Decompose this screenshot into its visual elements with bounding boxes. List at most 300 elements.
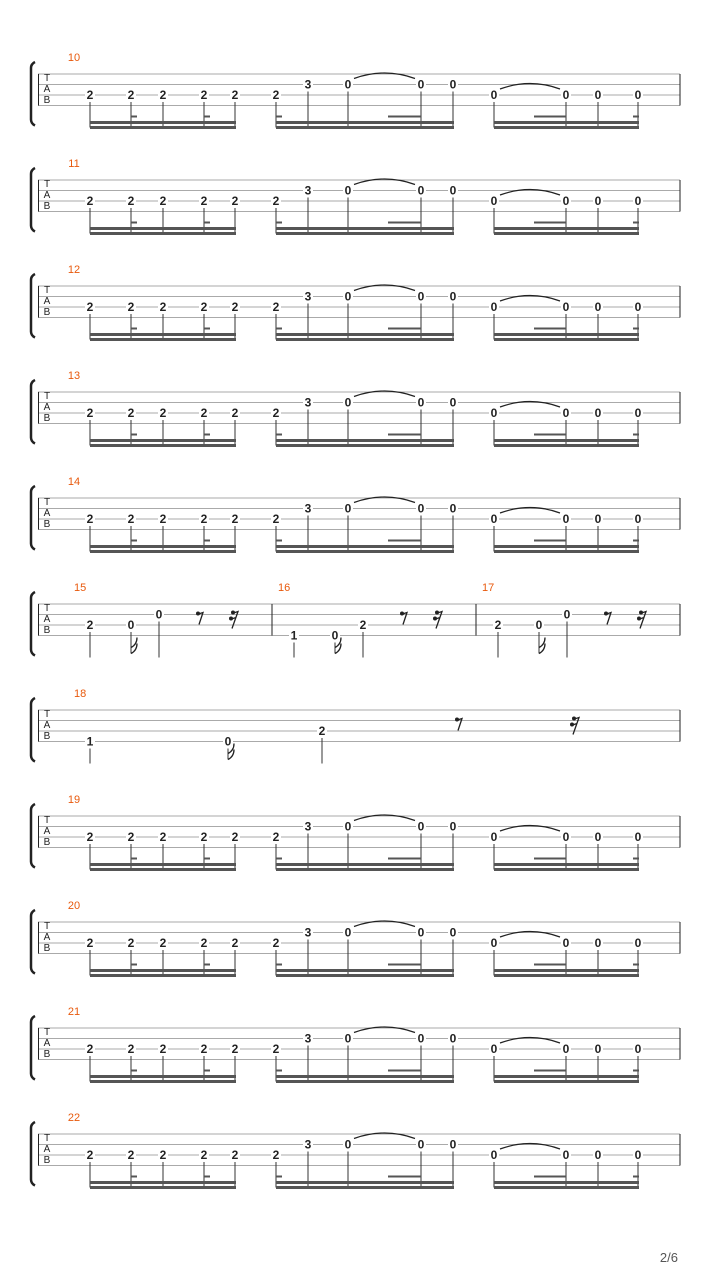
fret-number: 2 <box>231 88 239 102</box>
beam <box>494 338 639 341</box>
partial-beam <box>633 964 639 966</box>
fret-number: 2 <box>127 194 135 208</box>
fret-number: 2 <box>359 618 367 632</box>
beam <box>131 1075 236 1078</box>
fret-number: 2 <box>86 830 94 844</box>
beam <box>276 545 454 548</box>
partial-beam <box>204 964 210 966</box>
staff-system <box>31 688 680 764</box>
fret-number: 2 <box>272 512 280 526</box>
eighth-rest <box>400 612 407 625</box>
note-flag <box>131 638 137 654</box>
tab-clef-letter: T <box>43 603 51 614</box>
beam <box>276 550 454 553</box>
system-bracket <box>31 1122 35 1186</box>
partial-beam <box>204 116 210 118</box>
fret-number: 0 <box>417 1137 425 1152</box>
sixteenth-rest <box>433 611 442 629</box>
system-bracket <box>31 804 35 868</box>
fret-number: 2 <box>272 194 280 208</box>
fret-number: 2 <box>231 936 239 950</box>
fret-number: 0 <box>594 300 602 314</box>
beam <box>276 863 454 866</box>
partial-beam <box>633 328 639 330</box>
fret-number: 2 <box>200 830 208 844</box>
system-bracket <box>31 62 35 126</box>
partial-beam <box>388 540 421 542</box>
beam <box>131 121 236 124</box>
fret-number: 0 <box>344 1031 352 1046</box>
fret-number: 0 <box>594 194 602 208</box>
fret-number: 0 <box>417 77 425 92</box>
beam <box>276 444 454 447</box>
fret-number: 0 <box>490 1148 498 1162</box>
staff-system <box>31 1006 680 1083</box>
fret-number: 2 <box>272 1148 280 1162</box>
fret-number: 0 <box>344 183 352 198</box>
fret-number: 3 <box>304 1137 312 1152</box>
beam <box>276 969 454 972</box>
beam <box>494 126 639 129</box>
beam <box>494 1186 639 1189</box>
tab-clef-letter: A <box>43 720 51 731</box>
partial-beam <box>633 540 639 542</box>
tab-clef-letter: T <box>43 179 51 190</box>
fret-number: 2 <box>86 936 94 950</box>
staff-system <box>31 476 680 553</box>
system-bracket <box>31 168 35 232</box>
partial-beam <box>534 964 566 966</box>
fret-number: 0 <box>562 1148 570 1162</box>
beam <box>131 333 236 336</box>
tab-clef-letter: B <box>43 1155 51 1166</box>
measure-number: 18 <box>74 688 87 700</box>
measure-number: 19 <box>67 794 81 806</box>
fret-number: 0 <box>490 300 498 314</box>
fret-number: 2 <box>272 936 280 950</box>
fret-number: 0 <box>490 512 498 526</box>
measure-number: 14 <box>67 476 81 488</box>
beam <box>276 121 454 124</box>
fret-number: 3 <box>304 395 312 410</box>
beam <box>494 1181 639 1184</box>
system-bracket <box>31 380 35 444</box>
tab-clef-letter: T <box>43 709 51 720</box>
beam <box>494 545 639 548</box>
beam <box>90 969 132 972</box>
sixteenth-rest <box>570 717 579 735</box>
measure-number: 11 <box>68 158 80 170</box>
fret-number: 0 <box>490 194 498 208</box>
fret-number: 0 <box>562 194 570 208</box>
partial-beam <box>131 328 137 330</box>
tab-clef-letter: B <box>43 1049 51 1060</box>
fret-number: 2 <box>127 936 135 950</box>
system-bracket <box>31 1016 35 1080</box>
partial-beam <box>633 1070 639 1072</box>
fret-number: 0 <box>594 936 602 950</box>
fret-number: 2 <box>127 406 135 420</box>
fret-number: 2 <box>127 88 135 102</box>
tab-clef-letter: A <box>43 1038 51 1049</box>
tab-clef-letter: B <box>43 731 51 742</box>
partial-beam <box>388 964 421 966</box>
partial-beam <box>276 222 282 224</box>
fret-number: 0 <box>490 88 498 102</box>
beam <box>494 439 639 442</box>
partial-beam <box>204 858 210 860</box>
fret-number: 2 <box>272 830 280 844</box>
fret-number: 0 <box>224 734 232 749</box>
beam <box>276 338 454 341</box>
tab-clef-letter: T <box>43 285 51 296</box>
beam <box>494 974 639 977</box>
tab-clef-letter: A <box>43 826 51 837</box>
tab-clef-letter: B <box>43 519 51 530</box>
fret-number: 0 <box>562 1042 570 1056</box>
tab-clef-letter: A <box>43 508 51 519</box>
beam <box>90 974 236 977</box>
beam <box>276 126 454 129</box>
partial-beam <box>534 1176 566 1178</box>
fret-number: 0 <box>344 925 352 940</box>
tab-clef-letter: B <box>43 201 51 212</box>
fret-number: 0 <box>562 936 570 950</box>
measure-number: 10 <box>67 52 81 64</box>
beam <box>276 974 454 977</box>
fret-number: 2 <box>231 1148 239 1162</box>
beam <box>494 868 639 871</box>
partial-beam <box>204 434 210 436</box>
tab-clef-letter: T <box>43 1133 51 1144</box>
fret-number: 2 <box>231 194 239 208</box>
fret-number: 0 <box>344 819 352 834</box>
fret-number: 0 <box>562 300 570 314</box>
beam <box>90 439 132 442</box>
fret-number: 0 <box>634 1042 642 1056</box>
beam <box>494 1080 639 1083</box>
tab-clef-letter: A <box>43 190 51 201</box>
beam <box>131 969 236 972</box>
partial-beam <box>276 1070 282 1072</box>
fret-number: 2 <box>86 406 94 420</box>
tab-clef-letter: A <box>43 402 51 413</box>
fret-number: 0 <box>594 406 602 420</box>
fret-number: 0 <box>344 395 352 410</box>
partial-beam <box>388 858 421 860</box>
staff-system <box>31 794 680 871</box>
fret-number: 0 <box>634 830 642 844</box>
partial-beam <box>204 1176 210 1178</box>
fret-number: 0 <box>449 183 457 198</box>
beam <box>90 1186 236 1189</box>
note-flag <box>539 638 545 654</box>
fret-number: 2 <box>231 1042 239 1056</box>
partial-beam <box>388 222 421 224</box>
fret-number: 0 <box>562 512 570 526</box>
fret-number: 2 <box>272 1042 280 1056</box>
partial-beam <box>534 222 566 224</box>
staff-system <box>31 1112 680 1189</box>
fret-number: 1 <box>86 734 94 749</box>
fret-number: 0 <box>594 88 602 102</box>
fret-number: 0 <box>449 819 457 834</box>
beam <box>90 333 132 336</box>
fret-number: 0 <box>417 1031 425 1046</box>
beam <box>276 868 454 871</box>
tab-clef-letter: B <box>43 943 51 954</box>
fret-number: 2 <box>200 936 208 950</box>
fret-number: 2 <box>159 194 167 208</box>
fret-number: 2 <box>200 1148 208 1162</box>
fret-number: 2 <box>159 300 167 314</box>
fret-number: 0 <box>331 628 339 643</box>
fret-number: 0 <box>449 395 457 410</box>
fret-number: 2 <box>86 194 94 208</box>
beam <box>90 863 132 866</box>
fret-number: 3 <box>304 1031 312 1046</box>
beam <box>131 1181 236 1184</box>
beam <box>90 1075 132 1078</box>
sixteenth-rest <box>637 611 646 629</box>
tab-clef-letter: A <box>43 1144 51 1155</box>
tab-clef-letter: B <box>43 837 51 848</box>
page-number: 2/6 <box>659 1250 678 1265</box>
tab-clef-letter: T <box>43 497 51 508</box>
fret-number: 0 <box>490 936 498 950</box>
tab-clef-letter: A <box>43 84 51 95</box>
beam <box>131 227 236 230</box>
fret-number: 0 <box>417 501 425 516</box>
fret-number: 2 <box>159 406 167 420</box>
partial-beam <box>276 964 282 966</box>
partial-beam <box>276 328 282 330</box>
eighth-rest <box>455 718 462 731</box>
measure-number: 20 <box>67 900 81 912</box>
fret-number: 0 <box>344 77 352 92</box>
partial-beam <box>276 858 282 860</box>
partial-beam <box>633 116 639 118</box>
tab-clef-letter: B <box>43 95 51 106</box>
fret-number: 1 <box>290 628 298 643</box>
fret-number: 3 <box>304 501 312 516</box>
staff-system <box>31 264 680 341</box>
fret-number: 2 <box>318 724 326 738</box>
fret-number: 3 <box>304 925 312 940</box>
fret-number: 2 <box>127 512 135 526</box>
partial-beam <box>204 328 210 330</box>
partial-beam <box>204 222 210 224</box>
fret-number: 0 <box>417 819 425 834</box>
fret-number: 2 <box>127 1148 135 1162</box>
partial-beam <box>534 858 566 860</box>
fret-number: 2 <box>86 88 94 102</box>
fret-number: 0 <box>535 618 543 632</box>
tab-clef-letter: B <box>43 625 51 636</box>
partial-beam <box>131 434 137 436</box>
system-bracket <box>31 592 35 656</box>
system-bracket <box>31 274 35 338</box>
beam <box>90 1080 236 1083</box>
fret-number: 0 <box>594 1148 602 1162</box>
partial-beam <box>534 328 566 330</box>
beam <box>90 338 236 341</box>
partial-beam <box>388 116 421 118</box>
partial-beam <box>534 116 566 118</box>
beam <box>494 121 639 124</box>
beam <box>90 1181 132 1184</box>
partial-beam <box>388 1176 421 1178</box>
fret-number: 2 <box>159 936 167 950</box>
partial-beam <box>131 1070 137 1072</box>
beam <box>494 444 639 447</box>
partial-beam <box>131 540 137 542</box>
fret-number: 2 <box>200 1042 208 1056</box>
beam <box>90 126 236 129</box>
partial-beam <box>534 1070 566 1072</box>
fret-number: 2 <box>127 1042 135 1056</box>
fret-number: 0 <box>562 830 570 844</box>
fret-number: 0 <box>155 607 163 622</box>
fret-number: 2 <box>159 1042 167 1056</box>
system-bracket <box>31 910 35 974</box>
fret-number: 2 <box>231 406 239 420</box>
partial-beam <box>276 116 282 118</box>
fret-number: 2 <box>86 1148 94 1162</box>
fret-number: 0 <box>417 289 425 304</box>
measure-number: 12 <box>67 264 81 276</box>
beam <box>494 550 639 553</box>
beam <box>90 232 236 235</box>
beam <box>494 227 639 230</box>
beam <box>90 868 236 871</box>
fret-number: 0 <box>634 194 642 208</box>
fret-number: 0 <box>449 77 457 92</box>
fret-number: 2 <box>231 300 239 314</box>
fret-number: 2 <box>272 300 280 314</box>
tab-clef-letter: B <box>43 413 51 424</box>
fret-number: 0 <box>449 1137 457 1152</box>
eighth-rest <box>604 612 611 625</box>
fret-number: 0 <box>594 1042 602 1056</box>
tab-clef-letter: A <box>43 614 51 625</box>
fret-number: 0 <box>594 830 602 844</box>
partial-beam <box>534 434 566 436</box>
eighth-rest <box>196 612 203 625</box>
partial-beam <box>388 1070 421 1072</box>
fret-number: 3 <box>304 183 312 198</box>
beam <box>494 333 639 336</box>
beam <box>276 227 454 230</box>
partial-beam <box>276 434 282 436</box>
fret-number: 2 <box>86 618 94 632</box>
fret-number: 2 <box>159 830 167 844</box>
fret-number: 0 <box>563 607 571 622</box>
beam <box>494 232 639 235</box>
fret-number: 0 <box>344 1137 352 1152</box>
beam <box>90 550 236 553</box>
staff-system <box>31 582 680 658</box>
beam <box>90 227 132 230</box>
fret-number: 0 <box>634 512 642 526</box>
fret-number: 3 <box>304 289 312 304</box>
tab-clef-letter: T <box>43 1027 51 1038</box>
fret-number: 0 <box>417 925 425 940</box>
fret-number: 0 <box>449 289 457 304</box>
measure-number: 17 <box>482 582 495 594</box>
partial-beam <box>388 328 421 330</box>
fret-number: 2 <box>127 830 135 844</box>
partial-beam <box>131 1176 137 1178</box>
system-bracket <box>31 698 35 762</box>
partial-beam <box>633 1176 639 1178</box>
tab-clef-letter: A <box>43 296 51 307</box>
fret-number: 2 <box>159 88 167 102</box>
partial-beam <box>276 1176 282 1178</box>
beam <box>276 1186 454 1189</box>
partial-beam <box>204 540 210 542</box>
fret-number: 0 <box>449 925 457 940</box>
sixteenth-rest <box>229 611 238 629</box>
partial-beam <box>633 222 639 224</box>
partial-beam <box>388 434 421 436</box>
staff-system <box>31 370 680 447</box>
tab-clef-letter: T <box>43 815 51 826</box>
fret-number: 2 <box>200 406 208 420</box>
fret-number: 2 <box>494 618 502 632</box>
beam <box>90 444 236 447</box>
fret-number: 0 <box>449 1031 457 1046</box>
beam <box>276 1080 454 1083</box>
fret-number: 0 <box>490 406 498 420</box>
fret-number: 2 <box>272 88 280 102</box>
fret-number: 2 <box>200 88 208 102</box>
beam <box>131 863 236 866</box>
partial-beam <box>633 858 639 860</box>
beam <box>276 1181 454 1184</box>
tab-clef-letter: T <box>43 73 51 84</box>
fret-number: 2 <box>231 512 239 526</box>
fret-number: 0 <box>490 1042 498 1056</box>
fret-number: 3 <box>304 819 312 834</box>
fret-number: 0 <box>417 183 425 198</box>
fret-number: 2 <box>127 300 135 314</box>
fret-number: 0 <box>449 501 457 516</box>
partial-beam <box>131 222 137 224</box>
fret-number: 0 <box>634 88 642 102</box>
fret-number: 2 <box>86 300 94 314</box>
fret-number: 0 <box>634 936 642 950</box>
beam <box>494 863 639 866</box>
fret-number: 2 <box>200 194 208 208</box>
fret-number: 2 <box>272 406 280 420</box>
fret-number: 0 <box>344 289 352 304</box>
tab-clef-letter: B <box>43 307 51 318</box>
beam <box>90 545 132 548</box>
tab-clef-letter: A <box>43 932 51 943</box>
staff-system <box>31 900 680 977</box>
fret-number: 2 <box>200 512 208 526</box>
beam <box>494 1075 639 1078</box>
fret-number: 2 <box>159 1148 167 1162</box>
fret-number: 0 <box>634 300 642 314</box>
measure-number: 13 <box>67 370 81 382</box>
partial-beam <box>633 434 639 436</box>
beam <box>276 333 454 336</box>
fret-number: 0 <box>490 830 498 844</box>
partial-beam <box>276 540 282 542</box>
staff-system <box>31 158 680 235</box>
